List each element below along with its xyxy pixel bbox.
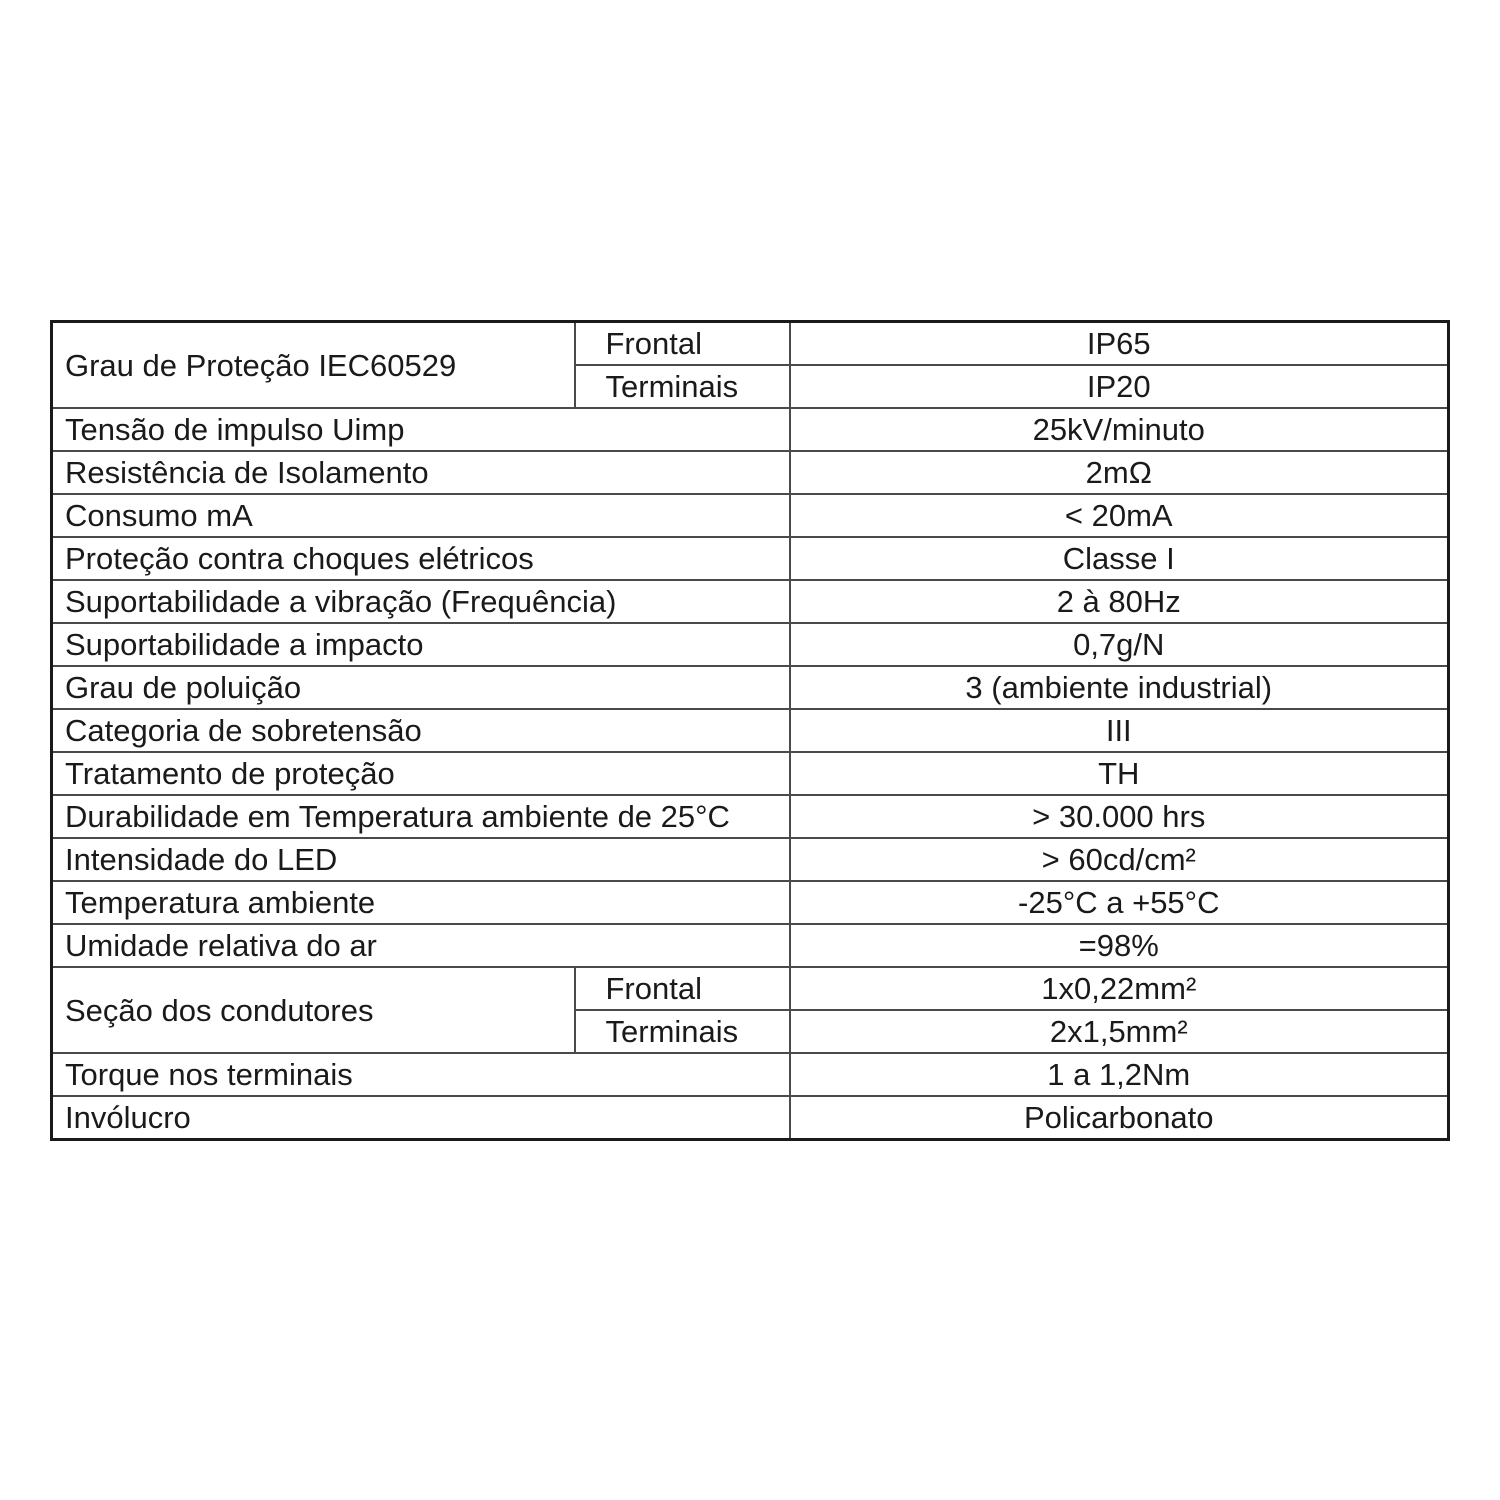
- row-label-grau-protecao: Grau de Proteção IEC60529: [52, 322, 575, 409]
- row-label: Temperatura ambiente: [52, 881, 790, 924]
- row-value: 3 (ambiente industrial): [790, 666, 1449, 709]
- row-label: Suportabilidade a impacto: [52, 623, 790, 666]
- row-label: Suportabilidade a vibração (Frequência): [52, 580, 790, 623]
- row-value: IP65: [790, 322, 1449, 366]
- sub-label-frontal: Frontal: [575, 322, 790, 366]
- row-label-secao-condutores: Seção dos condutores: [52, 967, 575, 1053]
- row-value: 2mΩ: [790, 451, 1449, 494]
- row-value: -25°C a +55°C: [790, 881, 1449, 924]
- table-row: [52, 967, 1449, 1010]
- sub-label-terminais: Terminais: [575, 365, 790, 408]
- row-value: III: [790, 709, 1449, 752]
- table-row: [52, 838, 1449, 881]
- row-label: Consumo mA: [52, 494, 790, 537]
- row-value: Policarbonato: [790, 1096, 1449, 1140]
- row-label: Durabilidade em Temperatura ambiente de 25°C: [52, 795, 790, 838]
- row-value: IP20: [790, 365, 1449, 408]
- table-row: [52, 494, 1449, 537]
- row-label: Tratamento de proteção: [52, 752, 790, 795]
- row-value: 1 a 1,2Nm: [790, 1053, 1449, 1096]
- sub-label-frontal: Frontal: [575, 967, 790, 1010]
- row-label: Intensidade do LED: [52, 838, 790, 881]
- row-value: 2 à 80Hz: [790, 580, 1449, 623]
- row-label: Tensão de impulso Uimp: [52, 408, 790, 451]
- table-row: [52, 881, 1449, 924]
- row-value: > 60cd/cm²: [790, 838, 1449, 881]
- row-value: =98%: [790, 924, 1449, 967]
- table-row: [52, 408, 1449, 451]
- sub-label-terminais: Terminais: [575, 1010, 790, 1053]
- row-label: Invólucro: [52, 1096, 790, 1140]
- row-label: Resistência de Isolamento: [52, 451, 790, 494]
- row-value: 1x0,22mm²: [790, 967, 1449, 1010]
- table-row: [52, 752, 1449, 795]
- table-row: [52, 580, 1449, 623]
- row-label: Proteção contra choques elétricos: [52, 537, 790, 580]
- table-row: [52, 709, 1449, 752]
- spec-table: [50, 320, 1450, 1141]
- row-label: Categoria de sobretensão: [52, 709, 790, 752]
- table-row: [52, 666, 1449, 709]
- table-row: [52, 795, 1449, 838]
- table-row: [52, 623, 1449, 666]
- row-value: 25kV/minuto: [790, 408, 1449, 451]
- row-value: > 30.000 hrs: [790, 795, 1449, 838]
- table-row: [52, 537, 1449, 580]
- row-label: Torque nos terminais: [52, 1053, 790, 1096]
- row-value: 0,7g/N: [790, 623, 1449, 666]
- row-value: 2x1,5mm²: [790, 1010, 1449, 1053]
- row-value: TH: [790, 752, 1449, 795]
- table-row: [52, 924, 1449, 967]
- row-value: < 20mA: [790, 494, 1449, 537]
- table-row: [52, 1096, 1449, 1140]
- row-label: Umidade relativa do ar: [52, 924, 790, 967]
- table-row: [52, 1053, 1449, 1096]
- table-row: [52, 322, 1449, 366]
- row-value: Classe I: [790, 537, 1449, 580]
- table-row: [52, 451, 1449, 494]
- row-label: Grau de poluição: [52, 666, 790, 709]
